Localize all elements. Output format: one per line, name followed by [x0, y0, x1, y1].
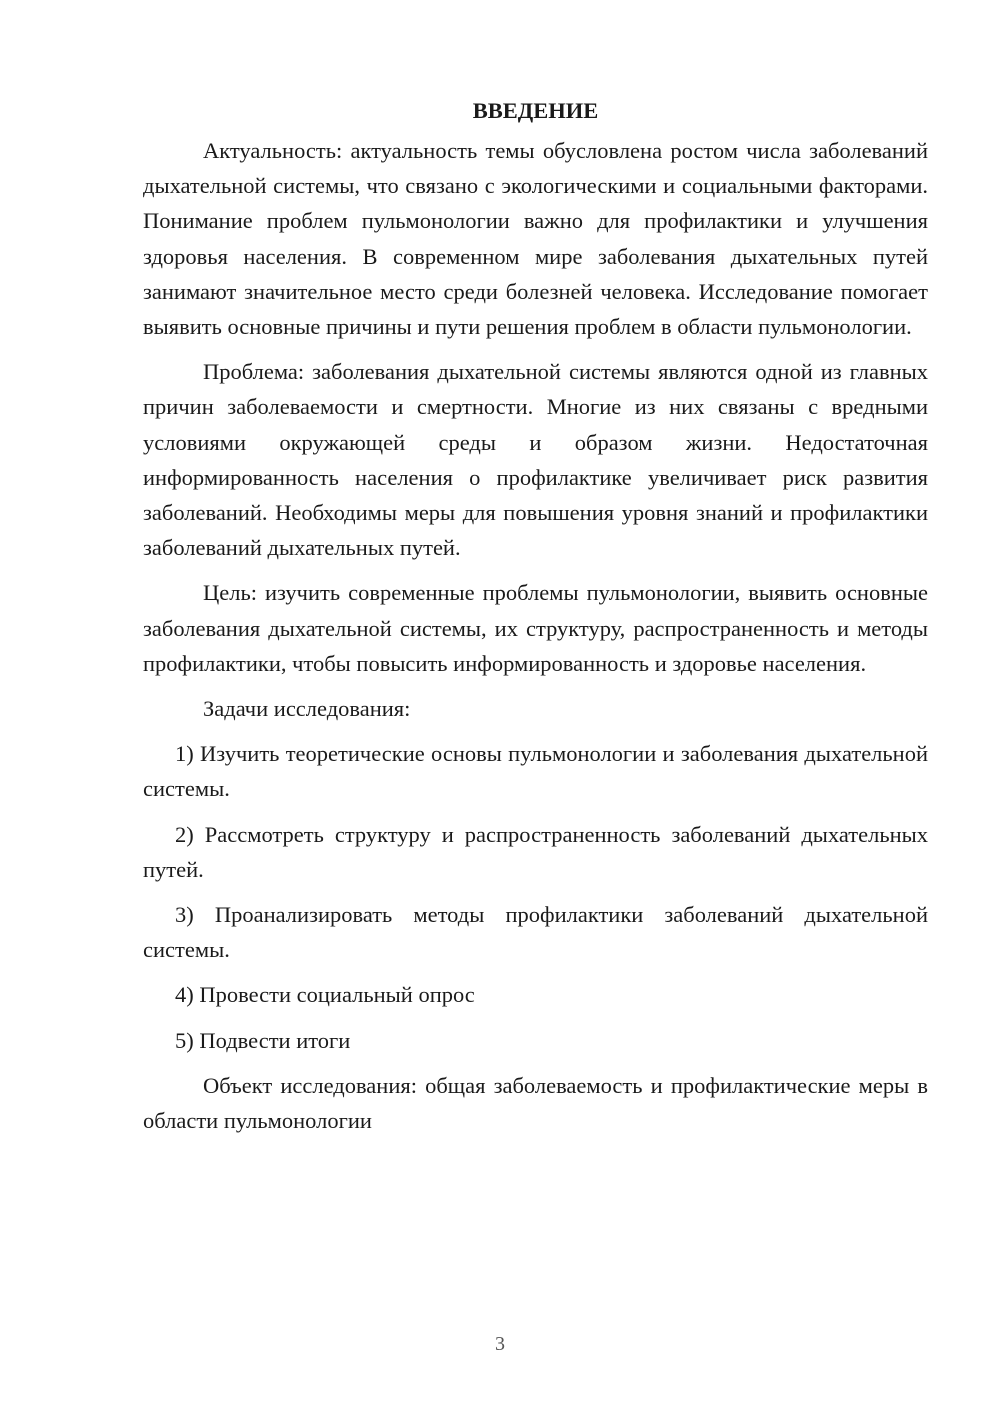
goal-paragraph: Цель: изучить современные проблемы пульмонологии, выявить основные заболевания дыхательной системы, их структуру, распространенность и методы профилактики, чтобы повысить информированность и здоровье населения.	[143, 580, 928, 676]
page-number: 3	[495, 1333, 505, 1355]
section-heading: ВВЕДЕНИЕ	[472, 98, 599, 123]
tasks-label: Задачи исследования:	[203, 696, 411, 722]
problem-paragraph: Проблема: заболевания дыхательной системы являются одной из главных причин заболеваемости и смертности. Многие из них связаны с вредными условиями окружающей среды и образом жизни. Недостаточная информированность населения о профилактике увеличивает риск развития заболеваний. Необходимы меры для повышения уровня знаний и профилактики заболеваний дыхательных путей.	[143, 359, 928, 561]
task-item-4: 4) Провести социальный опрос	[175, 982, 475, 1008]
relevance-paragraph: Актуальность: актуальность темы обусловлена ростом числа заболеваний дыхательной системы, что связано с экологическими и социальными факторами. Понимание проблем пульмонологии важно для профилактики и улучшения здоровья населения. В современном мире заболевания дыхательных путей занимают значительное место среди болезней человека. Исследование помогает выявить основные причины и пути решения проблем в области пульмонологии.	[143, 138, 928, 340]
object-paragraph: Объект исследования: общая заболеваемость и профилактические меры в области пульмонологии	[143, 1072, 928, 1134]
task-item-3: 3) Проанализировать методы профилактики заболеваний дыхательной системы.	[143, 902, 928, 963]
task-item-5: 5) Подвести итоги	[175, 1027, 351, 1053]
document-page	[143, 93, 928, 1148]
task-item-1: 1) Изучить теоретические основы пульмонологии и заболевания дыхательной системы.	[143, 741, 928, 802]
task-item-2: 2) Рассмотреть структуру и распространенность заболеваний дыхательных путей.	[143, 821, 928, 882]
